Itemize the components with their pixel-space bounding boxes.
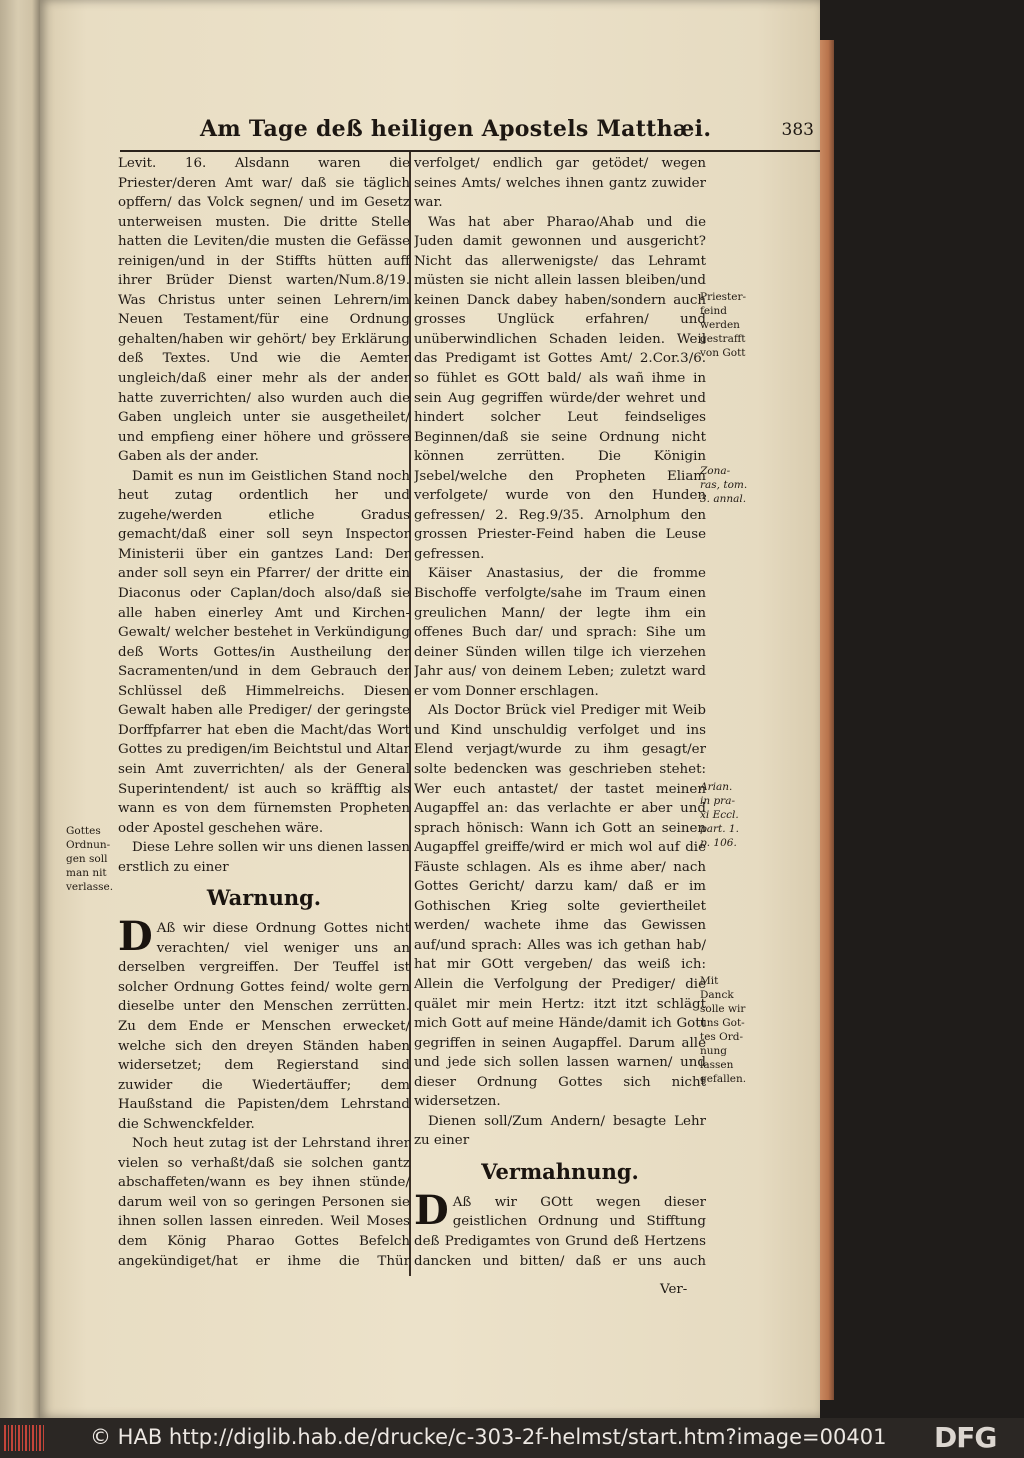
previous-page-edge bbox=[0, 0, 40, 1418]
drop-cap: D bbox=[118, 913, 153, 961]
paragraph: verfolget/ endlich gar getödet/ wegen seines Amts/ welches ihnen gantz zuwider war. bbox=[414, 156, 706, 211]
paragraph: Noch heut zutag ist der Lehrstand ihrer vielen so verhaßt/daß sie solchen gantz abschaffeten/wann es bey ihnen stünde/ darum weil von so geringen Personen sie ihnen sollen lassen einreden. Weil Moses dem König Pharao Gottes Befelch angekündiget/hat er ihme die Thür bbox=[118, 1136, 410, 1269]
header-title: Am Tage deß heiligen Apostels Matthæi. bbox=[200, 116, 712, 142]
section-heading-warnung: Warnung. bbox=[206, 885, 322, 911]
paragraph: Als Doctor Brück viel Prediger mit Weib und Kind unschuldig verfolget und ins Elend verjagt/wurde zu ihm gesagt/er solte bedencken was geschrieben stehet: Wer euch antastet/ der tastet meinen Augapffel an: das verlachte er aber und sprach hönisch: Wann ich Gott an seinen Augapffel greiffe/wird er mich wol auf die Fäuste schlagen. Als es ihme aber/ nach Gottes Gericht/ darzu kam/ daß er im Gothischen Krieg solte geviertheilet werden/ wachete ihme das Gewissen auf/und sprach: Alles was ich gethan hab/ hat mir GOtt vergeben/ das weiß ich: Allein die Verfolgung der Prediger/ die quälet mir mein Hertz: itzt itzt schlägt mich Gott auf meine Hände/damit ich Gott gegriffen in seinen Augapffel. Darum alle und jede sich sollen lassen warnen/ und dieser Ordnung Gottes sich nicht widersetzen. bbox=[414, 703, 706, 1110]
section-heading-vermahnung: Vermahnung. bbox=[481, 1158, 639, 1184]
margin-note-priesterfeind: Priester- feind werden gestrafft von Gott bbox=[700, 291, 747, 359]
page-gilt-edge bbox=[820, 40, 834, 1400]
right-column bbox=[414, 154, 706, 1274]
drop-cap: D bbox=[414, 1186, 449, 1234]
paragraph: Käiser Anastasius, der die fromme Bischoffe verfolgte/sahe im Traum einen greulichen Mann/ der legte ihm ein offenes Buch dar/ und sprach: Sihe um deiner Sünden willen tilge ich vierzehen Jahr aus/ von deinem Leben; zuletzt ward er vom Donner erschlagen. bbox=[414, 566, 706, 699]
paragraph: Levit. 16. Alsdann waren die Priester/deren Amt war/ daß sie täglich opffern/ das Volck segnen/ und im Gesetz unterweisen musten. Die dritte Stelle hatten die Leviten/die musten die Gefässe reinigen/und in der Stiffts hütten auff ihrer Brüder Dienst warten/Num.8/19. Was Christus unter seinen Lehrern/im Neuen Testament/für eine Ordnung gehalten/haben wir gehört/ bey Erklärung deß Textes. Und wie die Aemter ungleich/daß einer mehr als der ander hatte zuverrichten/ also wurden auch die Gaben ungleich unter sie ausgetheilet/ und empfieng einer höhere und grössere Gaben als der ander. bbox=[118, 156, 410, 465]
left-column bbox=[118, 154, 410, 1274]
paragraph: Damit es nun im Geistlichen Stand noch heut zutag ordentlich her und zugehe/werden etliche Gradus gemacht/daß einer soll seyn Inspector Ministerii über ein gantzes Land: Der ander soll seyn ein Pfarrer/ der dritte ein Diaconus oder Caplan/doch also/daß sie alle haben einerley Amt und Kirchen-Gewalt/ welcher bestehet in Verkündigung deß Worts Gottes/in Austheilung der Sacramenten/und in dem Gebrauch der Schlüssel deß Himmelreichs. Diesen Gewalt haben alle Prediger/ der geringste Dorffpfarrer hat eben die Macht/das Wort Gottes zu predigen/im Beichtstul und Altar sein Amt zuverrichten/ als der General Superintendent/ ist auch so kräfftig als wann es von dem fürnemsten Propheten oder Apostel geschehen wäre. bbox=[118, 468, 410, 836]
margin-note-danck: Mit Danck solle wir uns Got- tes Ord- nung lassen gefallen. bbox=[700, 975, 747, 1085]
paragraph: Was hat aber Pharao/Ahab und die Juden damit gewonnen und ausgericht? Nicht das allerwenigste/ das Lehramt müsten sie nicht allein lassen bleiben/und keinen Danck dabey haben/sondern auch grosses Unglück erfahren/ und unüberwindlichen Schaden leiden. Weil das Predigamt ist Gottes Amt/ 2.Cor.3/6. so fühlet es GOtt bald/ als wañ ihme in sein Aug gegriffen würde/der wehret und hindert solcher Leut feindseliges Beginnen/daß sie seine Ordnung nicht können zerrütten. Die Königin Jsebel/welche den Propheten Eliam verfolgete/ wurde von den Hunden gefressen/ 2. Reg.9/35. Arnolphum den grossen Priester-Feind haben die Leuse gefressen. bbox=[414, 214, 706, 562]
paragraph-text: Aß wir diese Ordnung Gottes nicht verachten/ viel weniger uns an derselben vergreiffen. Der Teuffel ist solcher Ordnung Gottes feind/ wolte gern dieselbe unter den Menschen zerrütten. Zu dem Ende er Menschen erwecket/ welche sich den dreyen Ständen haben widersetzet; dem Regierstand sind zuwider die Wiedertäuffer; dem Haußstand die Papisten/dem Lehrstand die Schwenckfelder. bbox=[118, 921, 410, 1132]
paragraph: Diese Lehre sollen wir uns dienen lassen erstlich zu einer bbox=[118, 840, 410, 875]
page-number: 383 bbox=[781, 120, 814, 140]
barcode-icon bbox=[4, 1425, 44, 1451]
margin-note-gottes-ordnung: Gottes Ordnun- gen soll man nit verlasse. bbox=[66, 825, 114, 893]
dfg-logo: DFG bbox=[934, 1421, 997, 1454]
paragraph-with-initial bbox=[414, 1186, 706, 1274]
copyright-url[interactable]: © HAB http://diglib.hab.de/drucke/c-303-2f-helmst/start.htm?image=00401 bbox=[90, 1425, 887, 1449]
margin-note-arian: Arian. in pra- xi Eccl. part. 1. p. 106. bbox=[700, 781, 739, 849]
catchword: Ver- bbox=[660, 1282, 688, 1297]
paragraph-text: Aß wir GOtt wegen dieser geistlichen Ordnung und Stifftung deß Predigamtes von Grund deß Hertzens dancken und bitten/ daß er uns auch bbox=[414, 1194, 706, 1269]
viewer-footer bbox=[0, 1418, 1024, 1458]
paragraph-with-initial bbox=[118, 913, 410, 1134]
running-header bbox=[120, 112, 820, 152]
paragraph: Dienen soll/Zum Andern/ besagte Lehr zu einer bbox=[414, 1113, 706, 1149]
margin-note-zonaras: Zona- ras, tom. 3. annal. bbox=[700, 465, 748, 505]
